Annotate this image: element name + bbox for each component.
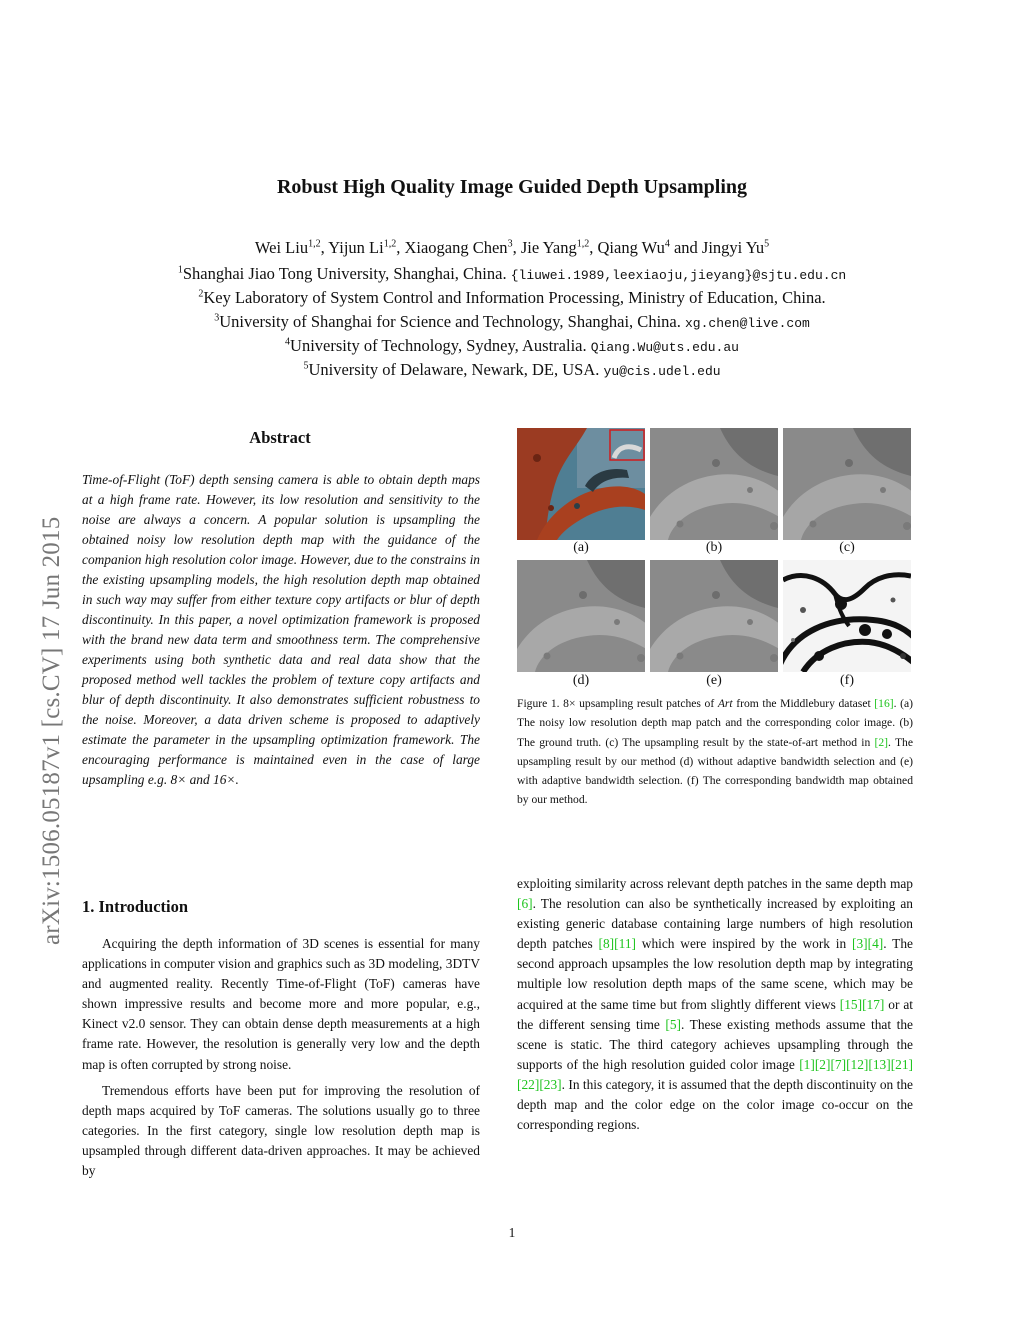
affiliation-email: Qiang.Wu@uts.edu.au	[590, 340, 739, 355]
affiliation-number: 2	[198, 288, 204, 300]
intro-column-2	[517, 874, 913, 1135]
citation-link[interactable]: [2]	[814, 1056, 831, 1072]
intro-paragraph-2: Tremendous efforts have been put for improving the resolution of depth maps acquired by ToF cameras. The solutions usually go to three categories. In the first category, single low resolution depth map is upsampled through different data-driven approaches. It may be achieved by	[82, 1082, 480, 1179]
figure-panel-c	[783, 428, 911, 540]
intro-column-1	[82, 934, 480, 1181]
figure-label-a: (a)	[573, 540, 589, 555]
author-affiliation-mark: 5	[764, 238, 770, 250]
affiliation-line	[0, 312, 1024, 332]
citation-link[interactable]: [22]	[517, 1076, 540, 1092]
affiliation-line	[0, 288, 1024, 308]
author-name: Wei Liu	[254, 238, 309, 257]
author-name: Jie Yang	[520, 238, 577, 257]
arxiv-stamp: arXiv:1506.05187v1 [cs.CV] 17 Jun 2015	[38, 516, 65, 945]
citation-link[interactable]: [12]	[846, 1056, 869, 1072]
body-text: from the Middlebury dataset	[732, 697, 875, 710]
author-affiliation-mark: 1,2	[383, 238, 397, 250]
affiliation-text: University of Technology, Sydney, Australia.	[290, 336, 587, 355]
affiliation-line	[0, 360, 1024, 380]
figure-caption	[517, 694, 913, 810]
citation-link[interactable]: [5]	[665, 1016, 681, 1032]
author-affiliation-mark: 1,2	[576, 238, 590, 250]
figure-panel-d	[517, 560, 645, 672]
citation-link[interactable]: [16]	[874, 697, 894, 710]
affiliation-number: 5	[303, 360, 309, 372]
figure-label-c: (c)	[839, 540, 855, 555]
figure-label-f: (f)	[840, 673, 854, 688]
author-name: Xiaogang Chen	[404, 238, 508, 257]
author-name: Jingyi Yu	[701, 238, 765, 257]
body-text: Figure 1. 8× upsampling result patches of	[517, 697, 718, 710]
citation-link[interactable]: [3]	[852, 936, 868, 952]
body-text: exploiting similarity across relevant depth patches in the same depth map	[517, 876, 913, 891]
affiliation-text: Shanghai Jiao Tong University, Shanghai, China.	[182, 264, 507, 283]
affiliation-text: Key Laboratory of System Control and Information Processing, Ministry of Education, China.	[203, 288, 826, 307]
author-affiliation-mark: 4	[664, 238, 670, 250]
abstract-heading: Abstract	[249, 428, 311, 447]
affiliation-email: xg.chen@live.com	[684, 316, 810, 331]
citation-link[interactable]: [11]	[614, 936, 636, 952]
paper-title: Robust High Quality Image Guided Depth Upsampling	[276, 176, 748, 198]
figure-panel-e	[650, 560, 778, 672]
body-text: . (a) The noisy low resolution depth map patch and the corresponding color image. (b) The ground truth. (c) The upsampling result by the state-of-art method in	[517, 697, 913, 749]
citation-link[interactable]: [13]	[868, 1056, 891, 1072]
citation-link[interactable]: [21]	[890, 1056, 913, 1072]
affiliation-text: University of Delaware, Newark, DE, USA.	[308, 360, 600, 379]
figure-label-b: (b)	[705, 540, 723, 555]
author-affiliation-mark: 3	[507, 238, 513, 250]
citation-link[interactable]: [8]	[598, 936, 615, 952]
figure-panel-f	[783, 560, 911, 672]
body-text: . The resolution can also be synthetically increased by exploiting an existing generic database containing large numbers of high resolution depth patches	[517, 896, 913, 952]
citation-link[interactable]: [17]	[862, 996, 885, 1012]
affiliation-line	[0, 264, 1024, 284]
affiliation-number: 1	[177, 264, 183, 276]
affiliation-email: yu@cis.udel.edu	[603, 364, 721, 379]
page-number: 1	[508, 1225, 516, 1240]
affiliation-number: 4	[285, 336, 291, 348]
author-separator: ,	[320, 238, 329, 257]
body-text: . The second approach upsamples the low resolution depth map by integrating multiple low resolution depth maps of the same scene, which may be acquired at the same time but from slightly different views	[517, 936, 913, 1012]
author-name: Yijun Li	[328, 238, 384, 257]
author-separator: ,	[396, 238, 405, 257]
citation-link[interactable]: [15]	[839, 996, 863, 1012]
intro-paragraph-1: Acquiring the depth information of 3D scenes is essential for many applications in computer vision and graphics such as 3D modeling, 3DTV and augmented reality. Recently Time-of-Flight (ToF) cameras have shown impressive results and become more and more popular, e.g., Kinect v2.0 sensor. They can obtain dense depth measurements at a high frame rate. However, the resolution is generally very low and the depth map is often corrupted by strong noise.	[82, 936, 480, 1072]
body-text: . These existing methods assume that the scene is static. The third category achieves upsampling through the supports of the high resolution guided color image	[517, 1016, 913, 1072]
citation-link[interactable]: [2]	[874, 735, 889, 749]
section-heading-introduction: 1. Introduction	[82, 897, 189, 916]
body-text: . The upsampling result by our method (d) without adaptive bandwidth selection and (e) with adaptive bandwidth selection. (f) The corresponding bandwidth map obtained by our method.	[517, 735, 913, 807]
figure-panel-a	[517, 428, 645, 540]
figure-panel-b	[650, 428, 778, 540]
citation-link[interactable]: [6]	[517, 896, 533, 912]
body-text: . In this category, it is assumed that the depth discontinuity on the depth map and the color edge on the color image co-occur on the corresponding regions.	[517, 1076, 913, 1133]
body-text: which were inspired by the work in	[635, 936, 852, 952]
author-name: Qiang Wu	[597, 238, 665, 257]
author-affiliation-mark: 1,2	[308, 238, 321, 250]
author-separator: ,	[512, 238, 521, 257]
figure-label-d: (d)	[572, 673, 590, 688]
affiliation-email: {liuwei.1989,leexiaoju,jieyang}@sjtu.edu.cn	[510, 268, 847, 283]
body-text: or at the different sensing time	[517, 996, 913, 1032]
figure-label-e: (e)	[706, 673, 722, 688]
affiliation-number: 3	[214, 312, 220, 324]
italic-text: Art	[717, 697, 733, 710]
citation-link[interactable]: [7]	[830, 1056, 847, 1072]
citation-link[interactable]: [4]	[867, 936, 884, 952]
affiliation-line	[0, 336, 1024, 356]
abstract-text: Time-of-Flight (ToF) depth sensing camera is able to obtain depth maps at a high frame rate. However, its low resolution and sensitivity to the noise are always a concern. A popular solution is upsampling the obtained noisy low resolution depth map with the guidance of the companion high resolution color image. However, due to the constrains in the existing upsampling models, the high resolution depth map obtained in such way may suffer from either texture copy artifacts or blur of depth discontinuity. In this paper, a novel optimization framework is proposed with the brand new data term and smoothness term. The comprehensive experiments using both synthetic data and real data show that the proposed method well tackles the problem of texture copy artifacts and blur of depth discontinuity. It also demonstrates sufficient robustness to the noise. Moreover, a data driven scheme is proposed to adaptively estimate the parameter in the upsampling optimization framework. The encouraging performance is maintained even in the case of large upsampling e.g. 8× and 16×.	[82, 472, 480, 787]
citation-link[interactable]: [1]	[799, 1056, 815, 1072]
author-list	[0, 238, 1024, 258]
citation-link[interactable]: [23]	[539, 1076, 562, 1092]
affiliation-text: University of Shanghai for Science and Technology, Shanghai, China.	[219, 312, 681, 331]
author-separator: and	[669, 238, 702, 257]
author-separator: ,	[589, 238, 598, 257]
